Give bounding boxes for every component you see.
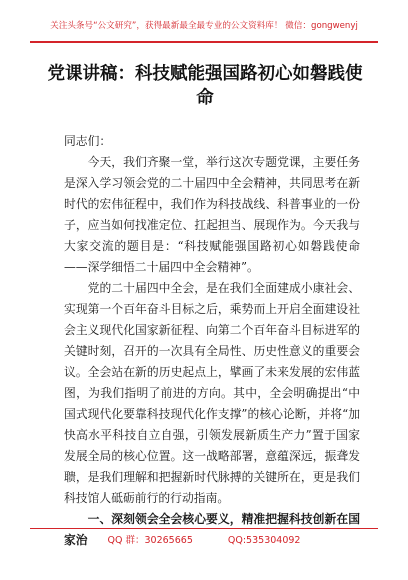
salutation: 同志们： bbox=[64, 134, 112, 148]
footer-qq: QQ:535304092 bbox=[227, 535, 301, 546]
document-title: 党课讲稿：科技赋能强国路初心如磐践使命 bbox=[47, 64, 363, 108]
document-body bbox=[64, 131, 360, 551]
paragraph: 今天，我们齐聚一堂，举行这次专题党课，主要任务是深入学习领会党的二十届四中全会精神，共同思考在新时代的宏伟征程中，我们作为科技战线、科普事业的一份子，应当如何找准定位、扛起担当、展现作为。今天我与大家交流的题目是：“科技赋能强国路初心如磐践使命——深学细悟二十届四中全会精神”。 bbox=[64, 155, 360, 274]
footer bbox=[30, 534, 378, 548]
header-divider bbox=[30, 41, 378, 43]
footer-divider bbox=[30, 528, 378, 529]
paragraph: 党的二十届四中全会，是在我们全面建成小康社会、实现第一个百年奋斗目标之后，乘势而上开启全面建设社会主义现代化国家新征程、向第二个百年奋斗目标进军的关键时刻，召开的一次具有全局性、历史性意义的重要会议。全会站在新的历史起点上，擘画了未来发展的宏伟蓝图，为我们指明了前进的方向。其中，全会明确提出“中国式现代化要靠科技现代化作支撑”的核心论断，并将“加快高水平科技自立自强，引领发展新质生产力”置于国家发展全局的核心位置。这一战略部署，意蕴深远，振聋发聩，是我们理解和把握新时代脉搏的关键所在，更是我们科技馆人砥砺前行的行动指南。 bbox=[64, 281, 360, 505]
section-heading: 一、深刻领会全会核心要义，精准把握科技创新在国家治 bbox=[64, 512, 360, 547]
footer-qq-group: QQ 群：30265665 bbox=[107, 535, 193, 546]
header-banner: 关注头条号“公文研究”，获得最新最全最专业的公文资料库！ 微信：gongwenyj bbox=[50, 21, 358, 31]
